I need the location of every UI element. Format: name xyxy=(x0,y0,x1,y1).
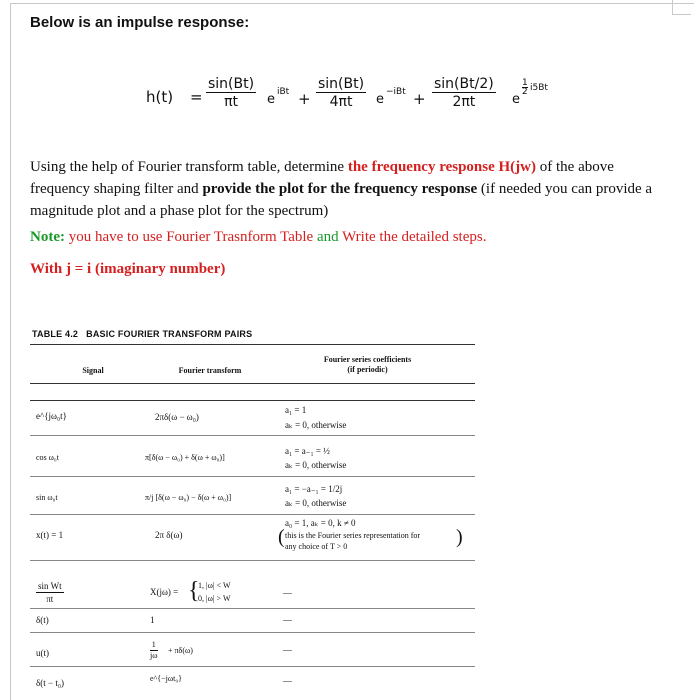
equation-equals: = xyxy=(190,88,203,106)
header-series xyxy=(285,355,450,375)
para-plot-request: provide the plot for the frequency response xyxy=(202,181,478,197)
note-text-2: Fourier Trasnform Table xyxy=(166,229,314,245)
row1-coef-2: aₖ = 0, otherwise xyxy=(285,420,347,430)
row2-divider xyxy=(30,476,475,477)
row4-right-paren: ) xyxy=(456,526,463,548)
row4-left-paren: ( xyxy=(278,526,285,548)
table-caption-number: TABLE 4.2 xyxy=(32,329,79,339)
equation-lhs: h(t) xyxy=(146,88,174,106)
row5-dash: — xyxy=(283,588,292,598)
row1-divider xyxy=(30,435,475,436)
term2-denominator: 4πt xyxy=(329,94,353,110)
row3-coef-1: a₁ = −a₋₁ = 1/2j xyxy=(285,484,343,494)
row2-coef-1: a₁ = a₋₁ = ½ xyxy=(285,446,330,456)
row7-transform-tail: + πδ(ω) xyxy=(168,646,193,655)
row8-transform: e^{−jωt₀} xyxy=(150,674,182,683)
row7-transform-den: jω xyxy=(150,651,158,660)
row3-signal: sin ω₀t xyxy=(36,493,58,502)
row4-coef-2: this is the Fourier series representation for xyxy=(285,531,421,540)
row5-case-1: 1, |ω| < W xyxy=(198,581,231,590)
row2-coef-2: aₖ = 0, otherwise xyxy=(285,460,347,470)
row6-transform: 1 xyxy=(150,615,155,625)
row5-signal-den: πt xyxy=(46,594,54,604)
term2-exponent: −iBt xyxy=(386,87,406,97)
term3-exp-tail: i5Bt xyxy=(530,83,548,93)
page-frame-top xyxy=(10,3,694,4)
term3-exp-fraction xyxy=(522,79,528,96)
row6-signal: δ(t) xyxy=(36,615,49,625)
row8-signal: δ(t − t₀) xyxy=(36,678,64,688)
note-text-3: and xyxy=(313,229,343,245)
row7-divider xyxy=(30,666,475,667)
header-fourier-transform: Fourier transform xyxy=(178,366,242,375)
term2-numerator: sin(Bt) xyxy=(318,76,365,92)
term3-exp-base: e xyxy=(512,92,520,107)
equation-plus-1: + xyxy=(298,90,311,108)
table-caption-title: BASIC FOURIER TRANSFORM PAIRS xyxy=(86,329,253,339)
row3-coef-2: aₖ = 0, otherwise xyxy=(285,498,347,508)
row4-divider xyxy=(30,560,475,561)
row4-coef-3: any choice of T > 0 xyxy=(285,542,348,551)
term1-exponent: iBt xyxy=(277,87,290,97)
note-text-1: you have to use xyxy=(64,229,167,245)
row5-signal xyxy=(36,580,64,605)
para-frequency-response: the frequency response H(jw) xyxy=(347,159,537,175)
row2-signal: cos ω₀t xyxy=(36,453,59,462)
para-part-5: (if needed you can provide a magnitude plot and a phase plot for the spectrum) xyxy=(30,181,653,219)
header-series-line2: (if periodic) xyxy=(347,365,388,374)
table-rule-header-2 xyxy=(30,400,475,401)
header-signal: Signal xyxy=(82,366,104,375)
row7-transform-frac xyxy=(150,640,158,661)
row1-signal: e^{jω₀t} xyxy=(36,411,67,421)
term1-denominator: πt xyxy=(224,94,238,110)
row5-transform-lhs: X(jω) = xyxy=(150,587,179,597)
table-rule-header xyxy=(30,383,475,384)
term3-exp-frac-den: 2 xyxy=(522,87,528,97)
row4-coef-1: a₀ = 1, aₖ = 0, k ≠ 0 xyxy=(285,518,356,528)
term2-exp-base: e xyxy=(376,92,384,107)
row5-divider xyxy=(30,608,475,609)
term3-numerator: sin(Bt/2) xyxy=(434,76,494,92)
para-part-1: Using the help of Fourier transform table, determine xyxy=(30,159,348,175)
row1-transform: 2πδ(ω − ω₀) xyxy=(155,412,199,422)
row7-dash: — xyxy=(283,645,292,655)
row6-dash: — xyxy=(283,615,292,625)
table-rule-top xyxy=(30,344,475,345)
term3-exp-frac-num: 1 xyxy=(522,78,528,88)
row1-coef-1: a₁ = 1 xyxy=(285,405,307,415)
row6-divider xyxy=(30,632,475,633)
row7-signal: u(t) xyxy=(36,648,49,658)
note-text-4: Write the detailed steps. xyxy=(342,229,487,245)
impulse-response-equation xyxy=(0,70,696,120)
row5-brace: { xyxy=(188,578,200,604)
page-corner xyxy=(672,0,691,15)
row5-signal-num: sin Wt xyxy=(38,581,62,591)
row4-signal: x(t) = 1 xyxy=(36,530,64,540)
note-label: Note: xyxy=(30,229,65,245)
note-line xyxy=(30,229,486,246)
row5-case-2: 0, |ω| > W xyxy=(198,594,231,603)
instruction-paragraph xyxy=(30,156,670,222)
row4-transform: 2π δ(ω) xyxy=(155,530,183,540)
row7-transform-num: 1 xyxy=(151,640,156,649)
with-j-note: With j = i (imaginary number) xyxy=(30,261,226,277)
row8-dash: — xyxy=(283,676,292,686)
row2-transform: π[δ(ω − ω₀) + δ(ω + ω₀)] xyxy=(145,453,225,462)
term3-fraction xyxy=(432,76,496,110)
table-caption xyxy=(32,329,252,339)
term2-fraction xyxy=(316,76,366,110)
equation-plus-2: + xyxy=(413,90,426,108)
row3-divider xyxy=(30,514,475,515)
term1-numerator: sin(Bt) xyxy=(208,76,255,92)
header-series-line1: Fourier series coefficients xyxy=(323,355,412,364)
row3-transform: π/j [δ(ω − ω₀) − δ(ω + ω₀)] xyxy=(145,493,232,502)
term1-fraction xyxy=(206,76,256,110)
intro-text: Below is an impulse response: xyxy=(30,14,250,31)
term1-exp-base: e xyxy=(267,92,275,107)
term3-denominator: 2πt xyxy=(452,94,476,110)
para-part-3: of the above frequency shaping filter and xyxy=(30,159,614,197)
